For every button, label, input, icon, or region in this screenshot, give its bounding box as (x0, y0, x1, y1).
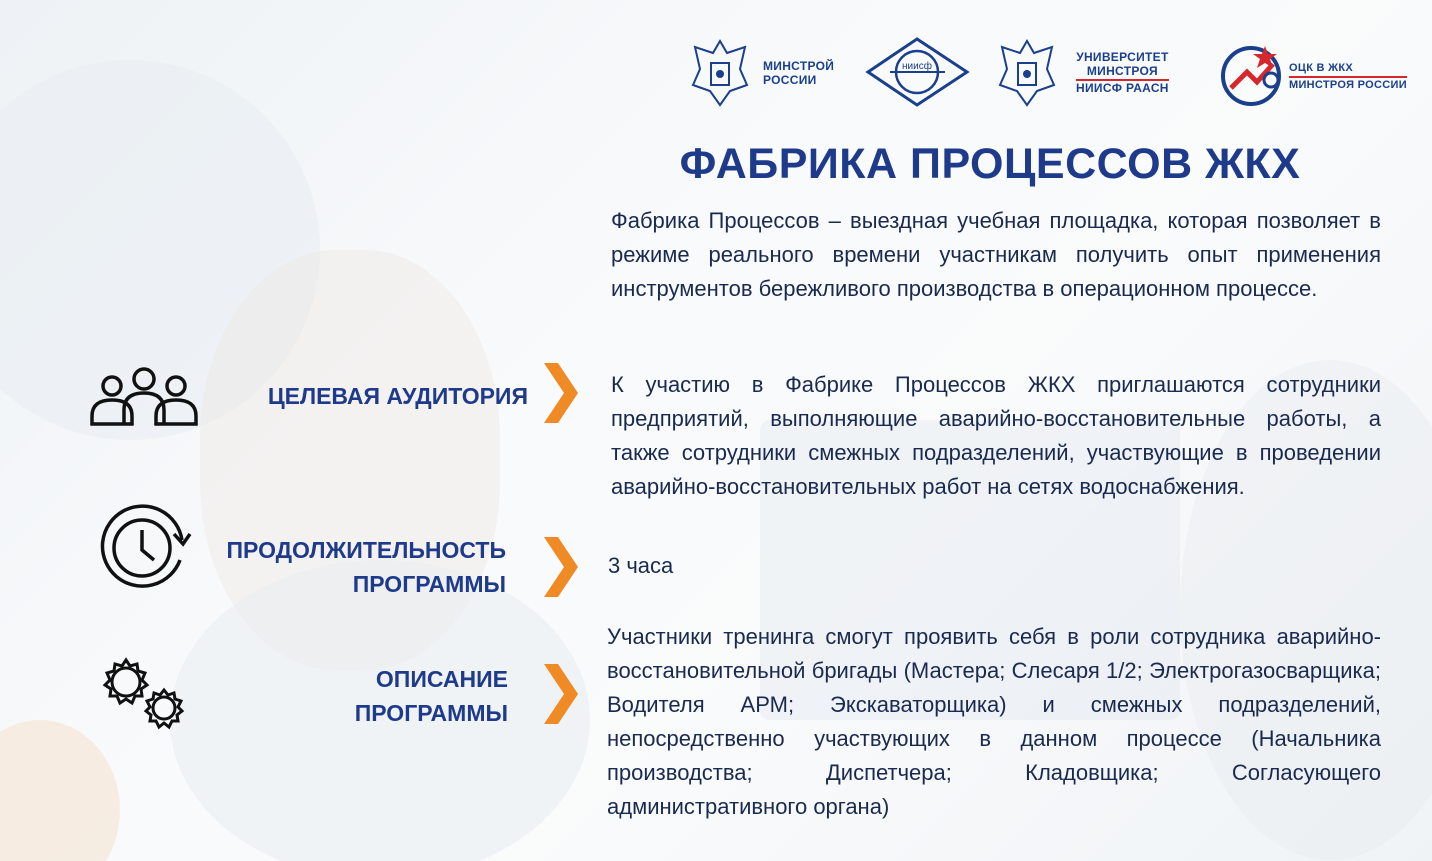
section-label-audience (230, 379, 528, 413)
chevron-right-icon (544, 537, 578, 597)
university-line2: МИНСТРОЯ (1076, 64, 1169, 81)
section-label-duration (180, 533, 506, 601)
audience-text: К участию в Фабрике Процессов ЖКХ приглашаются сотрудники предприятий, выполняющие аварийно-восстановительные работы, а также сотрудники смежных подразделений, участвующие в проведении аварийно-восстановительных работ на сетях водоснабжения. (611, 372, 1381, 499)
duration-label-line2: ПРОГРАММЫ (352, 571, 506, 597)
minstroy-logo (685, 35, 834, 110)
niisf-logo (865, 36, 970, 108)
niisf-emblem-icon (865, 36, 970, 108)
people-group-icon (88, 366, 200, 428)
russian-eagle-icon (992, 35, 1062, 110)
ock-logo (1217, 42, 1407, 110)
ock-line1: ОЦК В ЖКХ (1289, 61, 1407, 78)
university-line1: УНИВЕРСИТЕТ (1076, 50, 1169, 64)
section-label-description (300, 662, 508, 730)
ock-line2: МИНСТРОЯ РОССИИ (1289, 78, 1407, 91)
chevron-right-icon (544, 363, 578, 423)
ock-emblem-icon (1217, 42, 1285, 110)
russian-eagle-icon (685, 35, 755, 110)
clock-cycle-icon (96, 504, 192, 590)
intro-paragraph: Фабрика Процессов – выездная учебная площадка, которая позволяет в режиме реального времени участникам получить опыт применения инструментов бережливого производства в операционном процессе. (611, 208, 1381, 301)
niisf-emblem-text: ниисф (902, 61, 932, 72)
page-title: ФАБРИКА ПРОЦЕССОВ ЖКХ (679, 140, 1301, 188)
chevron-right-icon (544, 664, 578, 724)
university-line3: НИИСФ РААСН (1076, 81, 1169, 95)
duration-text: 3 часа (608, 553, 674, 578)
duration-label-line1: ПРОДОЛЖИТЕЛЬНОСТЬ (226, 537, 506, 563)
university-logo (992, 35, 1169, 110)
minstroy-line2: РОССИИ (763, 72, 817, 87)
description-text: Участники тренинга смогут проявить себя в роли сотрудника аварийно-восстановительной бригады (Мастера; Слесаря 1/2; Электрогазосварщика; Водителя АРМ; Экскаваторщика) и смежных подразделений, непосредственно участвующих в данном процессе (Начальника производства; Диспетчера; Кладовщика; Согласующего административного органа) (607, 624, 1381, 819)
audience-label-line1: ЦЕЛЕВАЯ АУДИТОРИЯ (267, 383, 528, 409)
description-label-line1: ОПИСАНИЕ (375, 666, 508, 692)
minstroy-line1: МИНСТРОЙ (763, 58, 835, 73)
partner-logos (680, 30, 1410, 115)
description-label-line2: ПРОГРАММЫ (354, 700, 508, 726)
gears-icon (98, 656, 190, 732)
